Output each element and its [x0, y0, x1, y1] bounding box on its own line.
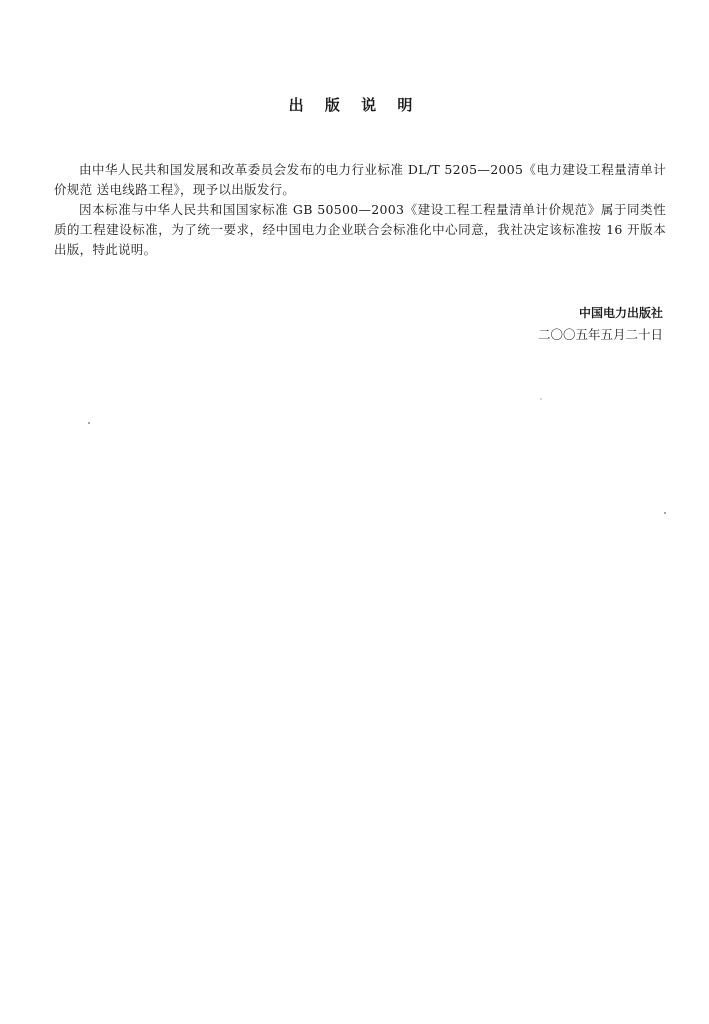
page-title: 出 版 说 明 — [288, 96, 421, 114]
publisher-name: 中国电力出版社 — [578, 306, 663, 320]
scan-speck — [540, 398, 542, 400]
paragraph-2: 因本标准与中华人民共和国国家标准 GB 50500—2003《建设工程工程量清单计价规范》属于同类性质的工程建设标准，为了统一要求，经中国电力企业联合会标准化中心同意，我社决定该标准按 16 开版本出版，特此说明。 — [54, 202, 666, 257]
scan-speck — [88, 422, 90, 424]
publication-date: 二〇〇五年五月二十日 — [537, 327, 663, 342]
document-body — [54, 160, 666, 260]
signature-block — [538, 302, 663, 346]
paragraph-1: 由中华人民共和国发展和改革委员会发布的电力行业标准 DL/T 5205—2005《电力建设工程量清单计价规范 送电线路工程》，现予以出版发行。 — [54, 162, 666, 197]
scan-speck — [664, 512, 666, 514]
